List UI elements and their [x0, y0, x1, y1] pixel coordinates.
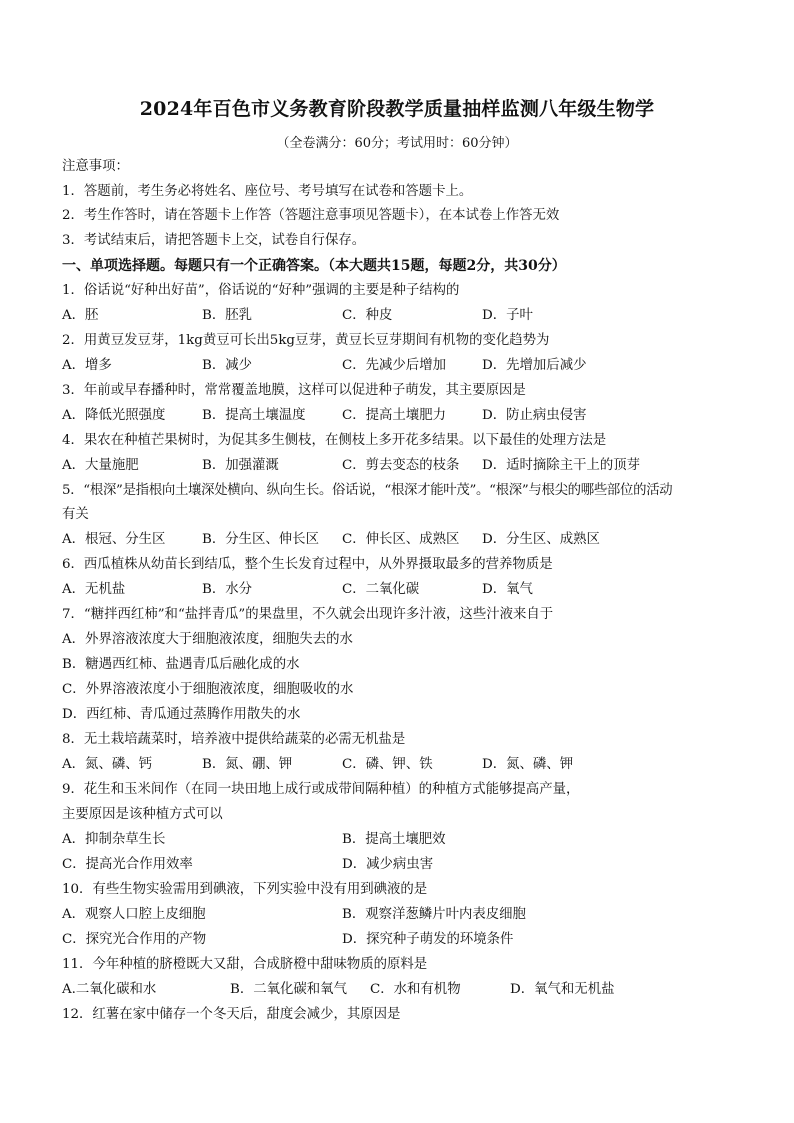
option: B．二氧化碳和氧气	[230, 982, 347, 997]
note-item: 3．考试结束后，请把答题卡上交，试卷自行保存。	[62, 233, 366, 248]
option: A．氮、磷、钙	[62, 757, 153, 772]
question-stem: 5．“根深”是指根向土壤深处横向、纵向生长。俗话说，“根深才能叶茂”。“根深”与根尖的哪些部位的活动	[62, 483, 673, 498]
option: C．提高土壤肥力	[342, 408, 446, 423]
option: D．子叶	[482, 308, 533, 323]
question-stem: 9．花生和玉米间作（在同一块田地上成行或成带间隔种植）的种植方式能够提高产量，	[62, 782, 580, 797]
option: C．探究光合作用的产物	[62, 932, 207, 947]
question-stem: 6．西瓜植株从幼苗长到结瓜，整个生长发育过程中，从外界摄取最多的营养物质是	[62, 557, 553, 572]
option: C．二氧化碳	[342, 582, 420, 597]
note-item: 2．考生作答时，请在答题卡上作答（答题注意事项见答题卡），在本试卷上作答无效	[62, 208, 560, 223]
question-stem-continued: 主要原因是该种植方式可以	[62, 807, 223, 822]
question-stem: 1．俗话说“好种出好苗”，俗话说的“好种”强调的主要是种子结构的	[62, 283, 460, 298]
option: D．氧气和无机盐	[510, 982, 615, 997]
question-stem: 8．无土栽培蔬菜时，培养液中提供给蔬菜的必需无机盐是	[62, 732, 406, 747]
question-stem: 2．用黄豆发豆芽，1kg黄豆可长出5kg豆芽，黄豆长豆芽期间有机物的变化趋势为	[62, 333, 550, 348]
question-stem-continued: 有关	[62, 507, 89, 522]
option: A．大量施肥	[62, 458, 139, 473]
option: C．提高光合作用效率	[62, 857, 193, 872]
option: A．降低光照强度	[62, 408, 166, 423]
option: D．氮、磷、钾	[482, 757, 574, 772]
option: C．水和有机物	[370, 982, 461, 997]
option: B．胚乳	[202, 308, 253, 323]
option: D．氧气	[482, 582, 533, 597]
option: A．增多	[62, 358, 112, 373]
question-stem: 11．今年种植的脐橙既大又甜，合成脐橙中甜味物质的原料是	[62, 957, 428, 972]
option: A．观察人口腔上皮细胞	[62, 907, 206, 922]
option: B．分生区、伸长区	[202, 532, 319, 547]
question-stem: 10．有些生物实验需用到碘液，下列实验中没有用到碘液的是	[62, 882, 428, 897]
option: A．外界溶液浓度大于细胞液浓度，细胞失去的水	[62, 632, 353, 647]
option: D．先增加后减少	[482, 358, 587, 373]
option: B．提高土壤温度	[202, 408, 306, 423]
option: C．外界溶液浓度小于细胞液浓度，细胞吸收的水	[62, 682, 354, 697]
option: D．探究种子萌发的环境条件	[342, 932, 514, 947]
option: C．磷、钾、铁	[342, 757, 433, 772]
question-stem: 7．“糖拌西红柿”和“盐拌青瓜”的果盘里，不久就会出现许多汁液，这些汁液来自于	[62, 607, 554, 622]
option: C．种皮	[342, 308, 393, 323]
option: D．适时摘除主干上的顶芽	[482, 458, 641, 473]
option: D．分生区、成熟区	[482, 532, 600, 547]
option: D．减少病虫害	[342, 857, 434, 872]
page-subtitle: （全卷满分：60分；考试用时：60分钟）	[276, 136, 518, 151]
option: A.二氧化碳和水	[62, 982, 157, 997]
question-stem: 3．年前或早春播种时，常常覆盖地膜，这样可以促进种子萌发，其主要原因是	[62, 383, 526, 398]
option: B．氮、硼、钾	[202, 757, 293, 772]
option: B．提高土壤肥效	[342, 832, 446, 847]
option: B．加强灌溉	[202, 458, 279, 473]
option: C．伸长区、成熟区	[342, 532, 460, 547]
option: B．水分	[202, 582, 253, 597]
option: C．剪去变态的枝条	[342, 458, 460, 473]
option: A．胚	[62, 308, 99, 323]
option: A．根冠、分生区	[62, 532, 166, 547]
option: A．抑制杂草生长	[62, 832, 166, 847]
option: D．防止病虫侵害	[482, 408, 587, 423]
page-title: 2024年百色市义务教育阶段教学质量抽样监测八年级生物学	[139, 98, 655, 120]
option: B．减少	[202, 358, 253, 373]
option: B．观察洋葱鳞片叶内表皮细胞	[342, 907, 526, 922]
section-heading: 一、单项选择题。每题只有一个正确答案。（本大题共15题，每题2分，共30分）	[62, 258, 566, 274]
option: D．西红柿、青瓜通过蒸腾作用散失的水	[62, 707, 301, 722]
note-item: 1．答题前，考生务必将姓名、座位号、考号填写在试卷和答题卡上。	[62, 184, 473, 199]
question-stem: 12．红薯在家中储存一个冬天后，甜度会减少，其原因是	[62, 1007, 401, 1022]
option: A．无机盐	[62, 582, 126, 597]
notes-heading: 注意事项：	[62, 159, 129, 174]
option: C．先减少后增加	[342, 358, 446, 373]
question-stem: 4．果农在种植芒果树时，为促其多生侧枝，在侧枝上多开花多结果。以下最佳的处理方法是	[62, 433, 607, 448]
option: B．糖遇西红柿、盐遇青瓜后融化成的水	[62, 657, 300, 672]
